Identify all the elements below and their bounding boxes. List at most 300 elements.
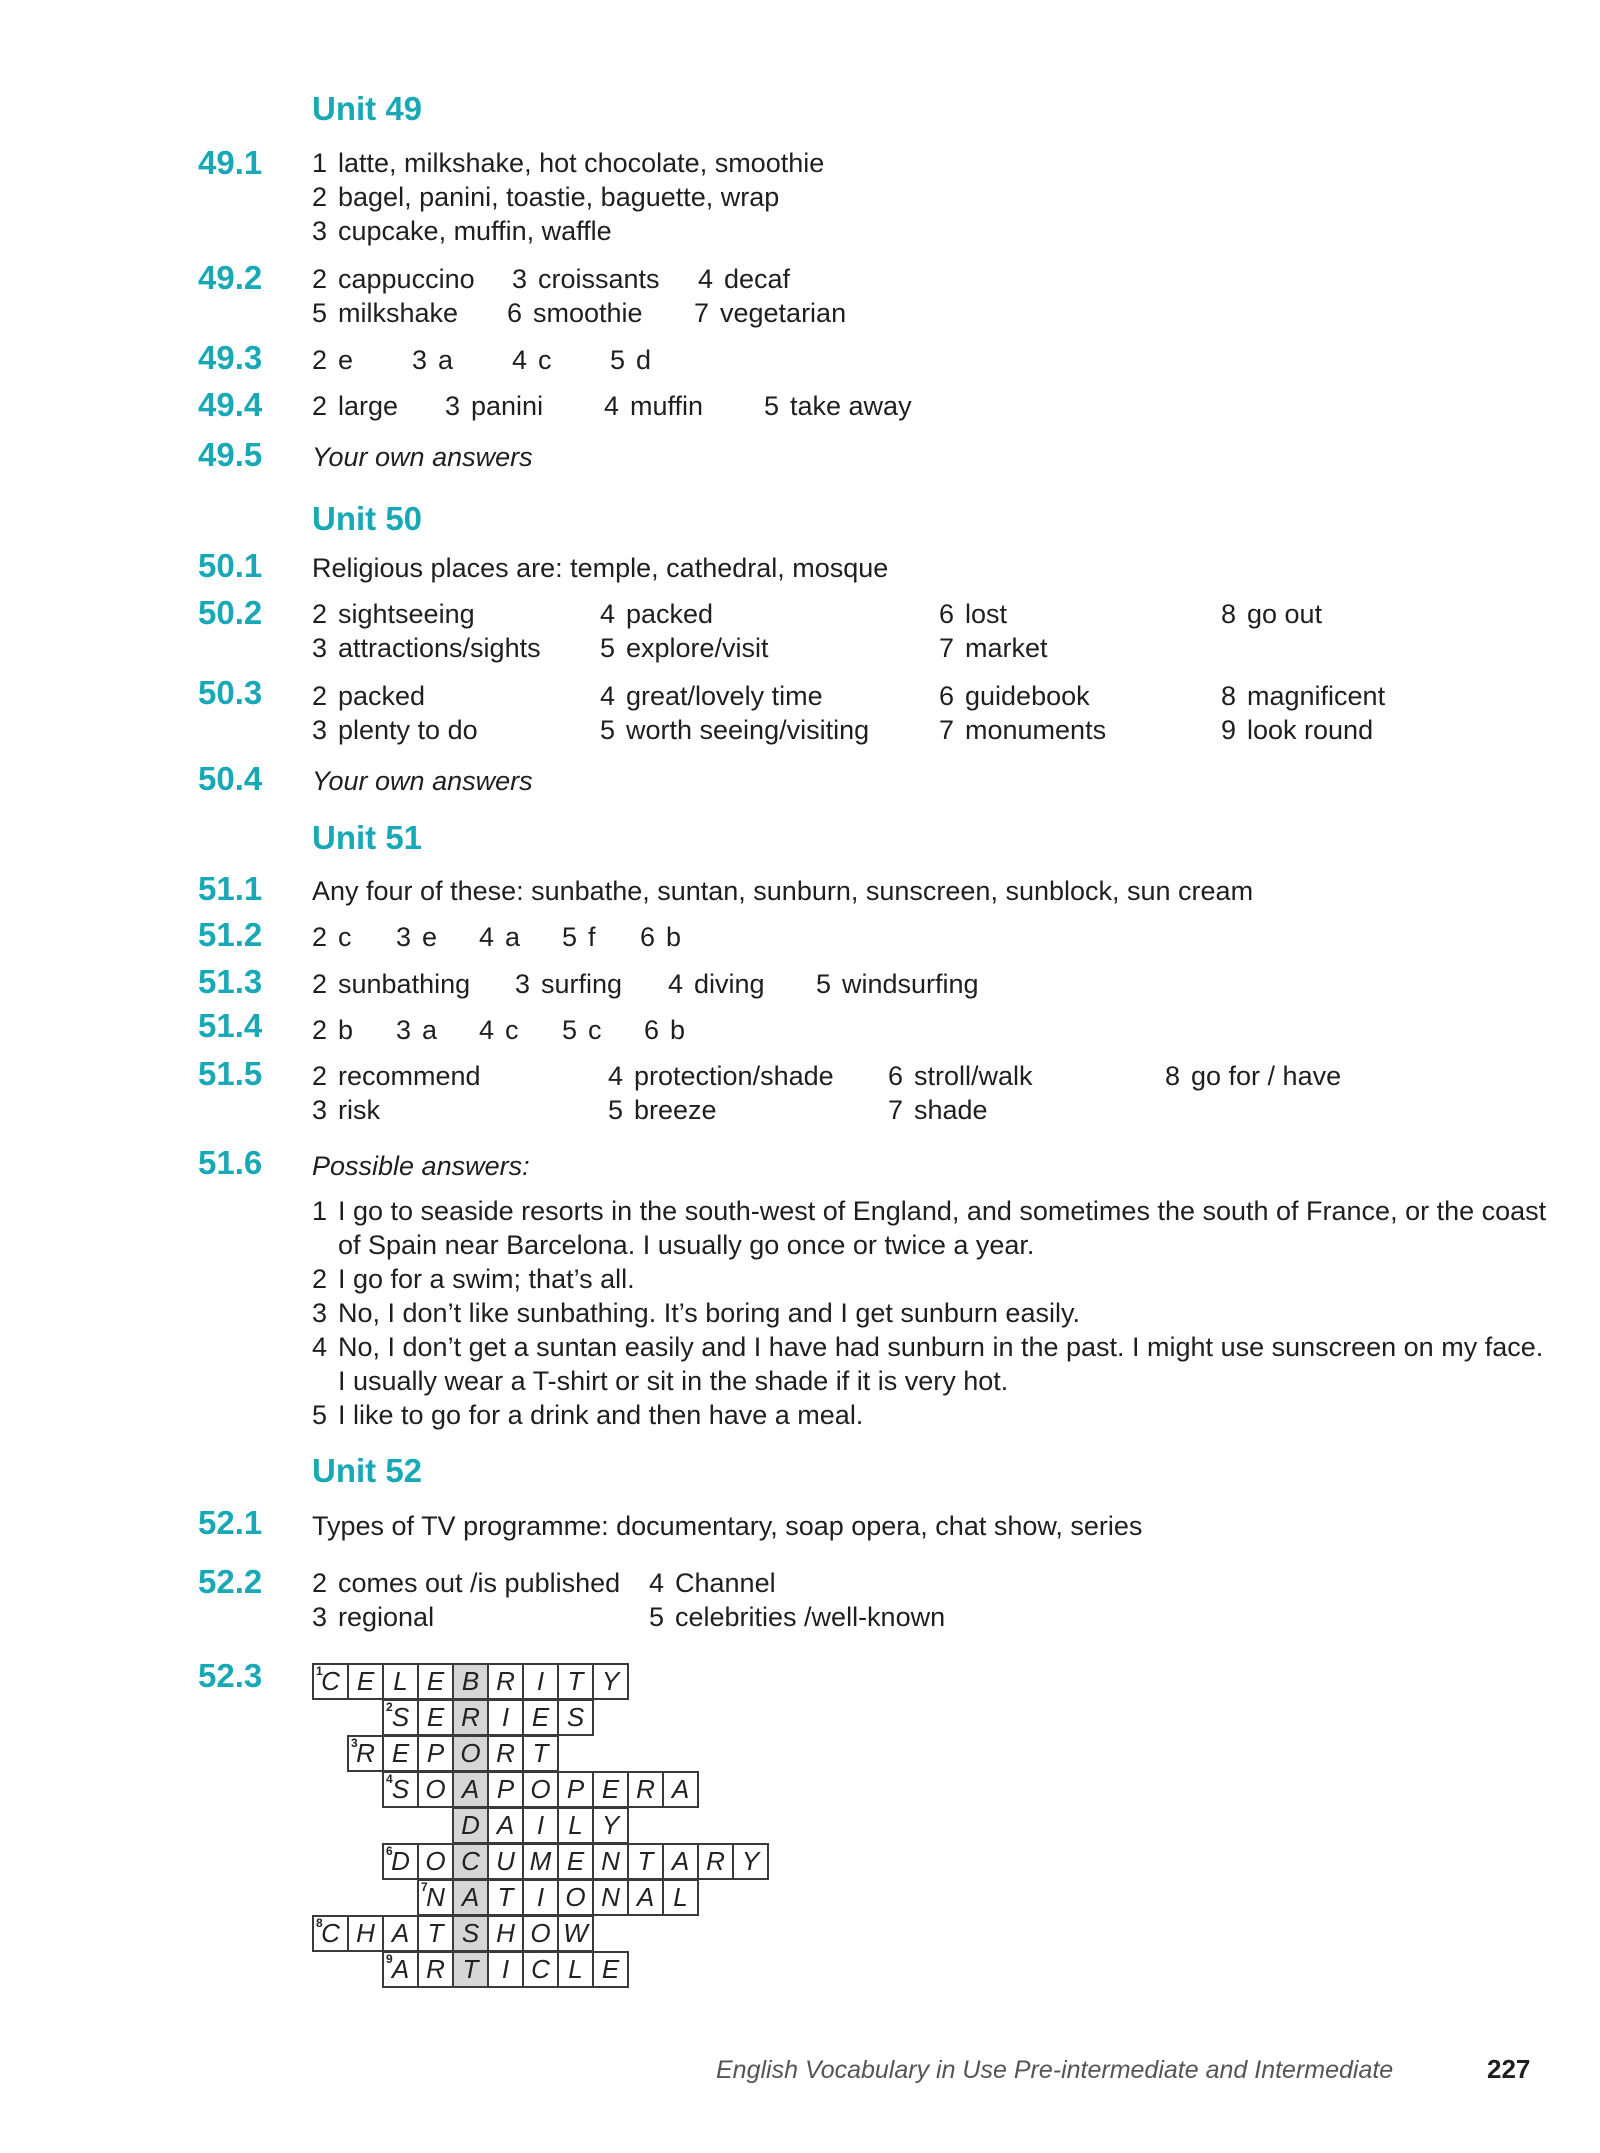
crossword-cell xyxy=(312,1915,349,1952)
crossword-cell xyxy=(487,1951,524,1988)
answer-text: large xyxy=(338,391,399,421)
crossword-cell xyxy=(662,1879,699,1916)
answer-text: e xyxy=(338,345,354,375)
crossword-letter: M xyxy=(529,1846,552,1876)
answer-text: c xyxy=(588,1015,602,1045)
crossword-row xyxy=(454,1807,629,1844)
crossword-cell xyxy=(662,1843,699,1880)
crossword-letter: A xyxy=(496,1810,515,1840)
crossword-letter: A xyxy=(391,1954,410,1984)
answer-text: b xyxy=(666,922,682,952)
answer-number: 5 xyxy=(562,922,578,952)
crossword-cell xyxy=(627,1879,664,1916)
unit-51-title: Unit 51 xyxy=(312,819,423,856)
crossword-cell xyxy=(522,1663,559,1700)
crossword-cell-highlighted xyxy=(452,1915,489,1952)
crossword-letter: O xyxy=(565,1882,586,1912)
page-number: 227 xyxy=(1487,2054,1531,2084)
crossword-cell xyxy=(417,1771,454,1808)
crossword-cell xyxy=(382,1735,419,1772)
answer-number: 5 xyxy=(600,715,616,745)
exercise-number: 49.3 xyxy=(198,339,263,376)
crossword-letter: S xyxy=(566,1702,585,1732)
crossword-cell xyxy=(522,1699,559,1736)
crossword-cell xyxy=(487,1699,524,1736)
answer-number: 8 xyxy=(1221,681,1237,711)
crossword-cell xyxy=(732,1843,769,1880)
crossword-letter: T xyxy=(567,1666,584,1696)
crossword-cell xyxy=(382,1951,419,1988)
crossword-letter: E xyxy=(531,1702,550,1732)
answer-text: windsurfing xyxy=(842,969,979,999)
crossword-letter: S xyxy=(391,1774,410,1804)
crossword-letter: D xyxy=(391,1846,410,1876)
exercise-51-6-answers xyxy=(312,1194,1557,1432)
answer-text: magnificent xyxy=(1247,681,1386,711)
crossword-letter: I xyxy=(501,1954,510,1984)
crossword-cell xyxy=(522,1879,559,1916)
crossword-letter: E xyxy=(426,1702,445,1732)
crossword-letter: A xyxy=(461,1882,480,1912)
answer-number: 2 xyxy=(312,391,328,421)
answer-number: 7 xyxy=(694,298,710,328)
crossword-clue-number: 1 xyxy=(316,1664,323,1678)
crossword-letter: R xyxy=(636,1774,655,1804)
answer-number: 5 xyxy=(816,969,832,999)
crossword-letter: I xyxy=(536,1666,545,1696)
crossword-letter: O xyxy=(425,1774,446,1804)
book-title: English Vocabulary in Use Pre-intermediate and Intermediate xyxy=(716,2056,1394,2084)
crossword-cell xyxy=(557,1771,594,1808)
crossword-row xyxy=(384,1771,699,1808)
crossword-cell xyxy=(592,1843,629,1880)
crossword-letter: H xyxy=(496,1918,515,1948)
exercise-number: 51.2 xyxy=(198,916,263,953)
answer-number: 6 xyxy=(644,1015,660,1045)
crossword-cell xyxy=(347,1735,384,1772)
answer-text: b xyxy=(670,1015,686,1045)
exercise-number: 52.1 xyxy=(198,1504,263,1541)
answer-number: 4 xyxy=(479,922,495,952)
answer-number: 4 xyxy=(479,1015,495,1045)
crossword-cell xyxy=(487,1771,524,1808)
crossword-letter: C xyxy=(531,1954,550,1984)
crossword-clue-number: 2 xyxy=(386,1700,393,1714)
answer-text: Religious places are: temple, cathedral, mosque xyxy=(312,553,889,583)
answer-item: 4 No, I don’t get a suntan easily and I have had sunburn in the past. I might use sunscreen on my face. I usually wear a T-shirt or sit in the shade if it is very hot. xyxy=(312,1332,1544,1396)
answer-number: 5 xyxy=(312,298,328,328)
answer-text: sightseeing xyxy=(338,599,475,629)
exercise-number: 49.2 xyxy=(198,259,263,296)
answer-item: 1 I go to seaside resorts in the south-west of England, and sometimes the south of France, or the coast of Spain near Barcelona. I usually go once or twice a year. xyxy=(312,1196,1547,1260)
crossword-letter: I xyxy=(536,1882,545,1912)
crossword-letter: R xyxy=(706,1846,725,1876)
crossword-cell xyxy=(557,1843,594,1880)
answer-number: 3 xyxy=(512,264,528,294)
crossword-cell xyxy=(522,1951,559,1988)
answer-text: surfing xyxy=(541,969,623,999)
unit-50-title: Unit 50 xyxy=(312,500,423,537)
answer-number: 7 xyxy=(939,633,955,663)
crossword-cell xyxy=(487,1807,524,1844)
crossword-letter: A xyxy=(391,1918,410,1948)
answer-number: 4 xyxy=(600,681,616,711)
crossword-letter: E xyxy=(356,1666,375,1696)
answer-number: 5 xyxy=(600,633,616,663)
crossword-letter: N xyxy=(601,1846,620,1876)
answer-number: 7 xyxy=(888,1095,904,1125)
unit-49-title: Unit 49 xyxy=(312,90,423,127)
answer-number: 3 xyxy=(312,633,328,663)
answer-text: packed xyxy=(626,599,714,629)
crossword-cell xyxy=(487,1735,524,1772)
crossword-letter: L xyxy=(673,1882,688,1912)
answer-number: 3 xyxy=(396,922,412,952)
answer-number: 3 xyxy=(312,1602,328,1632)
answer-number: 2 xyxy=(312,264,328,294)
answer-number: 4 xyxy=(604,391,620,421)
answer-text: b xyxy=(338,1015,354,1045)
exercise-number: 51.5 xyxy=(198,1055,263,1092)
crossword-row xyxy=(384,1951,629,1988)
answer-text: c xyxy=(538,345,552,375)
crossword-clue-number: 4 xyxy=(386,1772,393,1786)
answer-number: 5 xyxy=(764,391,780,421)
crossword-cell-highlighted xyxy=(452,1843,489,1880)
answer-text: Types of TV programme: documentary, soap opera, chat show, series xyxy=(312,1511,1143,1541)
crossword-letter: Y xyxy=(741,1846,760,1876)
crossword-cell xyxy=(382,1771,419,1808)
crossword-letter: T xyxy=(532,1738,549,1768)
crossword-letter: P xyxy=(496,1774,515,1804)
exercise-49-5-answers xyxy=(312,440,533,474)
crossword-letter: C xyxy=(321,1918,340,1948)
crossword-letter: B xyxy=(461,1666,480,1696)
answer-number: 2 xyxy=(312,922,328,952)
crossword-letter: C xyxy=(461,1846,480,1876)
answer-text: a xyxy=(422,1015,438,1045)
answer-number: 4 xyxy=(668,969,684,999)
crossword-clue-number: 6 xyxy=(386,1844,393,1858)
crossword-cell xyxy=(522,1807,559,1844)
answer-text: go out xyxy=(1247,599,1323,629)
crossword-cell-highlighted xyxy=(452,1771,489,1808)
exercise-51-6-label xyxy=(312,1149,530,1183)
crossword-cell xyxy=(382,1699,419,1736)
crossword-clue-number: 7 xyxy=(421,1880,428,1894)
crossword-cell xyxy=(487,1915,524,1952)
exercise-number: 50.4 xyxy=(198,760,263,797)
crossword-letter: Y xyxy=(601,1666,620,1696)
exercise-number: 49.1 xyxy=(198,144,263,181)
crossword-cell xyxy=(487,1663,524,1700)
answer-text: lost xyxy=(965,599,1008,629)
crossword-letter: N xyxy=(601,1882,620,1912)
exercise-number: 49.4 xyxy=(198,386,263,423)
answer-number: 3 xyxy=(445,391,461,421)
crossword-cell xyxy=(417,1843,454,1880)
crossword-letter: R xyxy=(496,1738,515,1768)
crossword-letter: A xyxy=(636,1882,655,1912)
answer-text: f xyxy=(588,922,596,952)
crossword-letter: I xyxy=(501,1702,510,1732)
crossword-cell xyxy=(697,1843,734,1880)
crossword-letter: R xyxy=(356,1738,375,1768)
crossword-cell xyxy=(557,1879,594,1916)
answer-number: 6 xyxy=(507,298,523,328)
crossword-cell xyxy=(592,1951,629,1988)
crossword-letter: O xyxy=(460,1738,481,1768)
crossword-cell-highlighted xyxy=(452,1699,489,1736)
crossword-letter: O xyxy=(425,1846,446,1876)
answer-text: milkshake xyxy=(338,298,459,328)
answer-number: 5 xyxy=(610,345,626,375)
crossword-cell xyxy=(487,1843,524,1880)
answer-text: vegetarian xyxy=(720,298,847,328)
crossword-cell xyxy=(627,1771,664,1808)
answer-number: 2 xyxy=(312,681,328,711)
unit-52-title: Unit 52 xyxy=(312,1452,423,1489)
crossword-cell xyxy=(627,1843,664,1880)
answer-text: croissants xyxy=(538,264,660,294)
answer-item: 5 I like to go for a drink and then have a meal. xyxy=(312,1400,864,1430)
crossword-cell xyxy=(592,1771,629,1808)
crossword-cell xyxy=(557,1663,594,1700)
answer-text: market xyxy=(965,633,1048,663)
crossword-cell xyxy=(592,1879,629,1916)
crossword-cell xyxy=(312,1663,349,1700)
crossword-letter: S xyxy=(391,1702,410,1732)
crossword-letter: N xyxy=(426,1882,445,1912)
answer-text: cappuccino xyxy=(338,264,475,294)
answer-text: c xyxy=(338,922,352,952)
answer-number: 2 xyxy=(312,1568,328,1598)
answer-number: 3 xyxy=(396,1015,412,1045)
crossword-cell xyxy=(347,1663,384,1700)
crossword-clue-number: 9 xyxy=(386,1952,393,1966)
answer-number: 6 xyxy=(939,681,955,711)
answer-text: diving xyxy=(694,969,765,999)
crossword-letter: O xyxy=(530,1918,551,1948)
crossword-letter: U xyxy=(496,1846,515,1876)
crossword-cell xyxy=(347,1915,384,1952)
crossword-letter: L xyxy=(568,1954,583,1984)
answer-text: plenty to do xyxy=(338,715,478,745)
crossword-cell xyxy=(487,1879,524,1916)
crossword-clue-number: 8 xyxy=(316,1916,323,1930)
crossword-letter: P xyxy=(566,1774,585,1804)
answer-number: 4 xyxy=(698,264,714,294)
answer-number: 3 xyxy=(312,715,328,745)
crossword-cell xyxy=(592,1807,629,1844)
answer-key-page: Unit 49 49.1 1 latte, milkshake, hot chocolate, smoothie 2 bagel, panini, toastie, baguette, wrap 3 cupcake, muffin, waffle 49.2 2 cappuccino 3 croissants 4 decaf 5 milkshake 6 smoothie 7 vegetarian 49.3 2 e 3 a 4 c 5 d 49.4 2 large 3 panini 4 muffin 5 take away 49.5 Your own answers Unit 50 50.1 Religious places are: temple, cathedral, mosque 50.2 2 sightseeing 4 packed 6 lost 8 go out 3 attractions/sights 5 explore/visit 7 market 50.3 2 packed 4 great/lovely time 6 guidebook 8 magnificent 3 plenty to do 5 worth seeing/visiting 7 monuments 9 look round 50.4 Your own answers Unit 51 51.1 Any four of these: sunbathe, suntan, sunburn, sunscreen, sunblock, sun cream 51.2 2 c 3 e 4 a 5 f 6 b 51.3 2 sunbathing 3 surfing 4 diving 5 windsurfing 51.4 2 b 3 a 4 c 5 c 6 b 51.5 2 recommend 4 protection/shade 6 stroll/walk 8 go for / have 3 risk 5 breeze 7 shade 51.6 Possible answers: 1 I go to seaside resorts in the south-west of England, and sometimes the south of France, or the coast of Spain near Barcelona. I usually go once or twice a year. 2 I go for a swim; that’s all. 3 No, I don’t like sunbathing. It’s boring and I get sunburn easily. 4 No, I don’t get a suntan easily and I have had sunburn in the past. I might use sunscreen on my face. I usually wear a T-shirt or sit in the shade if it is very hot. 5 I like to go for a drink and then have a meal. Unit 52 52.1 Types of TV programme: documentary, soap opera, chat show, series 52.2 2 comes out /is published 4 Channel 3 regional 5 celebrities /well-known 52.3 1 C E L E B R I T Y 2 S E R I E S 3 R E P O R T 4 S O A P O P E R A D A I L Y 6 D O C U M E N T A R Y 7 N A T I O N A L 8 C H A T S H O W 9 A R T I C L E English Vocabulary in Use Pre-intermediate and Intermediate 227 xyxy=(0,0,1600,2153)
answer-text: explore/visit xyxy=(626,633,769,663)
crossword-cell xyxy=(382,1915,419,1952)
answer-number: 6 xyxy=(640,922,656,952)
crossword-letter: A xyxy=(671,1846,690,1876)
answer-number: 7 xyxy=(939,715,955,745)
crossword-letter: T xyxy=(427,1918,444,1948)
crossword-letter: P xyxy=(426,1738,445,1768)
crossword-letter: E xyxy=(566,1846,585,1876)
answer-text: Your own answers xyxy=(312,766,533,796)
answer-number: 8 xyxy=(1165,1061,1181,1091)
answer-text: panini xyxy=(471,391,544,421)
answer-number: 4 xyxy=(600,599,616,629)
exercise-number: 49.5 xyxy=(198,436,263,473)
exercise-number: 50.2 xyxy=(198,594,263,631)
answer-text: smoothie xyxy=(533,298,643,328)
crossword-cell-highlighted xyxy=(452,1735,489,1772)
crossword-cell xyxy=(662,1771,699,1808)
exercise-52-1-answers xyxy=(312,1509,1142,1543)
answer-text: risk xyxy=(338,1095,380,1125)
crossword-row xyxy=(314,1663,629,1700)
crossword-cell xyxy=(522,1771,559,1808)
answer-text: sunbathing xyxy=(338,969,471,999)
answer-number: 2 xyxy=(312,969,328,999)
answer-text: protection/shade xyxy=(634,1061,834,1091)
exercise-number: 52.2 xyxy=(198,1563,263,1600)
answer-text: worth seeing/visiting xyxy=(626,715,870,745)
answer-text: take away xyxy=(790,391,912,421)
exercise-number: 51.4 xyxy=(198,1007,263,1044)
crossword-letter: A xyxy=(461,1774,480,1804)
crossword-cell xyxy=(417,1699,454,1736)
crossword-cell-highlighted xyxy=(452,1807,489,1844)
answer-text: regional xyxy=(338,1602,435,1632)
answer-text: Your own answers xyxy=(312,442,533,472)
answer-number: 4 xyxy=(512,345,528,375)
answer-number: 6 xyxy=(888,1061,904,1091)
answer-text: monuments xyxy=(965,715,1107,745)
exercise-number: 51.1 xyxy=(198,870,263,907)
crossword-letter: A xyxy=(671,1774,690,1804)
answer-number: 2 xyxy=(312,1061,328,1091)
crossword-letter: I xyxy=(536,1810,545,1840)
answer-number: 3 xyxy=(412,345,428,375)
crossword-cell xyxy=(382,1663,419,1700)
exercise-50-4-answers xyxy=(312,764,533,798)
answer-number: 8 xyxy=(1221,599,1237,629)
answer-number: 5 xyxy=(649,1602,665,1632)
answer-text: recommend xyxy=(338,1061,481,1091)
answer-number: 2 xyxy=(312,345,328,375)
crossword-letter: D xyxy=(461,1810,480,1840)
crossword-letter: L xyxy=(393,1666,408,1696)
crossword-cell xyxy=(522,1843,559,1880)
crossword-letter: Y xyxy=(601,1810,620,1840)
crossword-letter: E xyxy=(391,1738,410,1768)
exercise-number: 51.6 xyxy=(198,1144,263,1181)
crossword-clue-number: 3 xyxy=(351,1736,358,1750)
exercise-number: 50.3 xyxy=(198,674,263,711)
crossword-cell xyxy=(382,1843,419,1880)
crossword-cell-highlighted xyxy=(452,1951,489,1988)
crossword-cell xyxy=(557,1807,594,1844)
crossword-cell xyxy=(417,1915,454,1952)
answer-text: guidebook xyxy=(965,681,1090,711)
answer-text: c xyxy=(505,1015,519,1045)
answer-text: look round xyxy=(1247,715,1374,745)
answer-text: shade xyxy=(914,1095,988,1125)
answer-text: comes out /is published xyxy=(338,1568,621,1598)
answer-text: Channel xyxy=(675,1568,776,1598)
crossword-letter: C xyxy=(321,1666,340,1696)
crossword-cell-highlighted xyxy=(452,1663,489,1700)
answer-number: 5 xyxy=(562,1015,578,1045)
answer-item: 2 I go for a swim; that’s all. xyxy=(312,1264,635,1294)
answer-number: 3 xyxy=(312,1095,328,1125)
answer-number: 5 xyxy=(608,1095,624,1125)
crossword-letter: E xyxy=(601,1954,620,1984)
answer-number: 6 xyxy=(939,599,955,629)
answer-number: 9 xyxy=(1221,715,1237,745)
crossword-cell xyxy=(522,1735,559,1772)
exercise-51-1-answers xyxy=(312,874,1253,908)
answer-text: go for / have xyxy=(1191,1061,1342,1091)
crossword-cell xyxy=(417,1663,454,1700)
exercise-50-1-answers xyxy=(312,551,888,585)
answer-text: celebrities /well-known xyxy=(675,1602,946,1632)
answer-number: 4 xyxy=(608,1061,624,1091)
crossword-letter: R xyxy=(461,1702,480,1732)
answer-text: muffin xyxy=(630,391,704,421)
crossword-letter: S xyxy=(461,1918,480,1948)
crossword-letter: R xyxy=(426,1954,445,1984)
answer-text: d xyxy=(636,345,652,375)
answer-label: Possible answers: xyxy=(312,1151,530,1181)
answer-text: a xyxy=(438,345,454,375)
answer-text: decaf xyxy=(724,264,791,294)
crossword-letter: O xyxy=(530,1774,551,1804)
crossword-row xyxy=(419,1879,699,1916)
crossword-cell xyxy=(557,1915,594,1952)
crossword-row xyxy=(384,1843,769,1880)
crossword-letter: L xyxy=(568,1810,583,1840)
crossword-letter: T xyxy=(637,1846,654,1876)
exercise-number: 52.3 xyxy=(198,1657,263,1694)
crossword-row xyxy=(314,1915,594,1952)
crossword-cell xyxy=(417,1735,454,1772)
answer-text: e xyxy=(422,922,438,952)
answer-text: breeze xyxy=(634,1095,717,1125)
crossword-cell xyxy=(417,1951,454,1988)
answer-text: great/lovely time xyxy=(626,681,823,711)
crossword-cell xyxy=(417,1879,454,1916)
answer-text: attractions/sights xyxy=(338,633,541,663)
exercise-number: 51.3 xyxy=(198,963,263,1000)
crossword-letter: W xyxy=(563,1918,588,1948)
crossword-row xyxy=(384,1699,594,1736)
crossword-cell-highlighted xyxy=(452,1879,489,1916)
answer-item: 3 No, I don’t like sunbathing. It’s boring and I get sunburn easily. xyxy=(312,1298,1080,1328)
crossword-letter: T xyxy=(497,1882,514,1912)
answer-number: 2 xyxy=(312,599,328,629)
crossword-cell xyxy=(557,1699,594,1736)
answer-text: a xyxy=(505,922,521,952)
answer-number: 3 xyxy=(515,969,531,999)
answer-number: 2 xyxy=(312,1015,328,1045)
answer-number: 4 xyxy=(649,1568,665,1598)
crossword-cell xyxy=(522,1915,559,1952)
crossword-letter: R xyxy=(496,1666,515,1696)
crossword-letter: H xyxy=(356,1918,375,1948)
crossword-letter: E xyxy=(426,1666,445,1696)
crossword-row xyxy=(349,1735,559,1772)
answer-text: Any four of these: sunbathe, suntan, sunburn, sunscreen, sunblock, sun cream xyxy=(312,876,1254,906)
crossword-letter: E xyxy=(601,1774,620,1804)
